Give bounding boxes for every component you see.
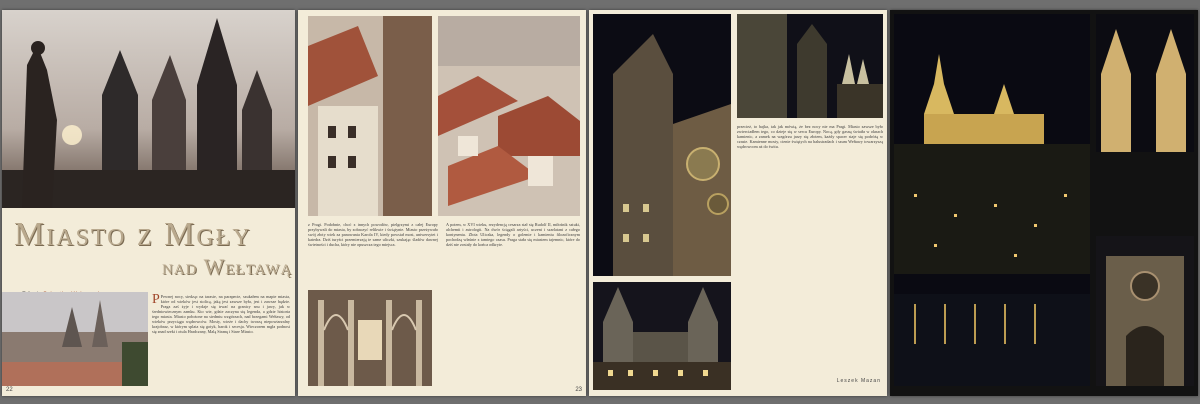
page-right-2 xyxy=(890,10,1198,396)
page-left-1 xyxy=(2,10,295,396)
photo-cathedral-interior xyxy=(308,290,432,386)
page-right-1 xyxy=(589,10,887,396)
author-signature: Leszek Mazan xyxy=(836,378,881,384)
photo-vysehrad-towers-night xyxy=(1096,14,1194,152)
photo-city-panorama xyxy=(2,292,148,386)
page-left-2 xyxy=(298,10,586,396)
photo-church-facade-night xyxy=(1096,236,1194,386)
text-column-a xyxy=(152,294,290,384)
page-number: 22 xyxy=(6,387,13,393)
text-col-a-intro: Pewnej nocy, siedząc na tarasie, na parapecie, szukałem na mapie miasta, które od wieków jest stolicą, jaką jest zawsze była, jest i zawsze będzie. Praga zaś żyje i wydaje się trwać na granicy snu i jawy, jak w średniowiecznym zamku. Kto wie, gdzie zaczyna się legenda, a gdzie historia tego miasta. xyxy=(152,294,290,319)
photo-mala-strana-street xyxy=(308,16,432,216)
article-title-line1: Miasto z Mgły xyxy=(14,216,252,253)
article-title-line2: nad Wełtawą xyxy=(162,254,293,279)
photo-charles-bridge-towers xyxy=(2,10,295,208)
page-number: 23 xyxy=(575,387,582,393)
photo-prague-castle-night xyxy=(894,14,1090,386)
drop-cap: P xyxy=(152,292,160,307)
text-column-c: A potem, w XVI wieku, rezydencją cesarza stał się Rudolf II, miłośnik sztuki, alchemii i astrologii. Na dwór ściągali artyści, uczeni i szarlatani z całego kontynentu. Złota Uliczka, legendy o golemie i kamieniu filozoficznym pochodzą właśnie z tamtego czasu. Praga stała się miastem tajemnic, które do dziś nie zostały do końca odkryte. xyxy=(446,222,580,247)
photo-rooftops xyxy=(438,16,580,216)
text-col-a-more: Miasto położone na siedmiu wzgórzach, nad brzegami Wełtawy, od wieków przyciąga wędrowców. Mosty, wieże i dachy tworzą niepowtarzalny krajobraz, w którym splata się gotyk, barok i secesja. Wieczorem mgła podnosi się znad rzeki i otula Hradczany, Malą Stranę i Stare Miasto. xyxy=(152,314,291,334)
photo-astronomical-clock-tower xyxy=(593,14,731,276)
text-column-b: z Pragi. Podobnie, choć z innych powodów, pielgrzymi z całej Europy przybywali do miasta, by zobaczyć relikwie i świątynie. Miasto przeżywało swój złoty wiek za panowania Karola IV, kiedy powstał most, uniwersytet i katedra. Dziś turyści przemierzają te same uliczki, szukając śladów dawnej świetności i ducha, który nie opuszcza tego miejsca. xyxy=(308,222,438,247)
photo-tyn-church-night xyxy=(593,282,731,390)
photo-old-town-square-night xyxy=(737,14,883,118)
text-column-d: przecież, to bajka, tak jak mówią, że bez nocy nie ma Pragi. Miasto zawsze było zwierciadłem tego, co dzieje się w sercu Europy. Nocą, gdy gasną światła w oknach kamienic, a zamek na wzgórzu jarzy się złotem, każdy spacer staje się podróżą w czasie. Kamienne mosty, cienie świętych na balustradach i szum Wełtawy towarzyszą wędrowcom aż do świtu. xyxy=(737,124,883,149)
